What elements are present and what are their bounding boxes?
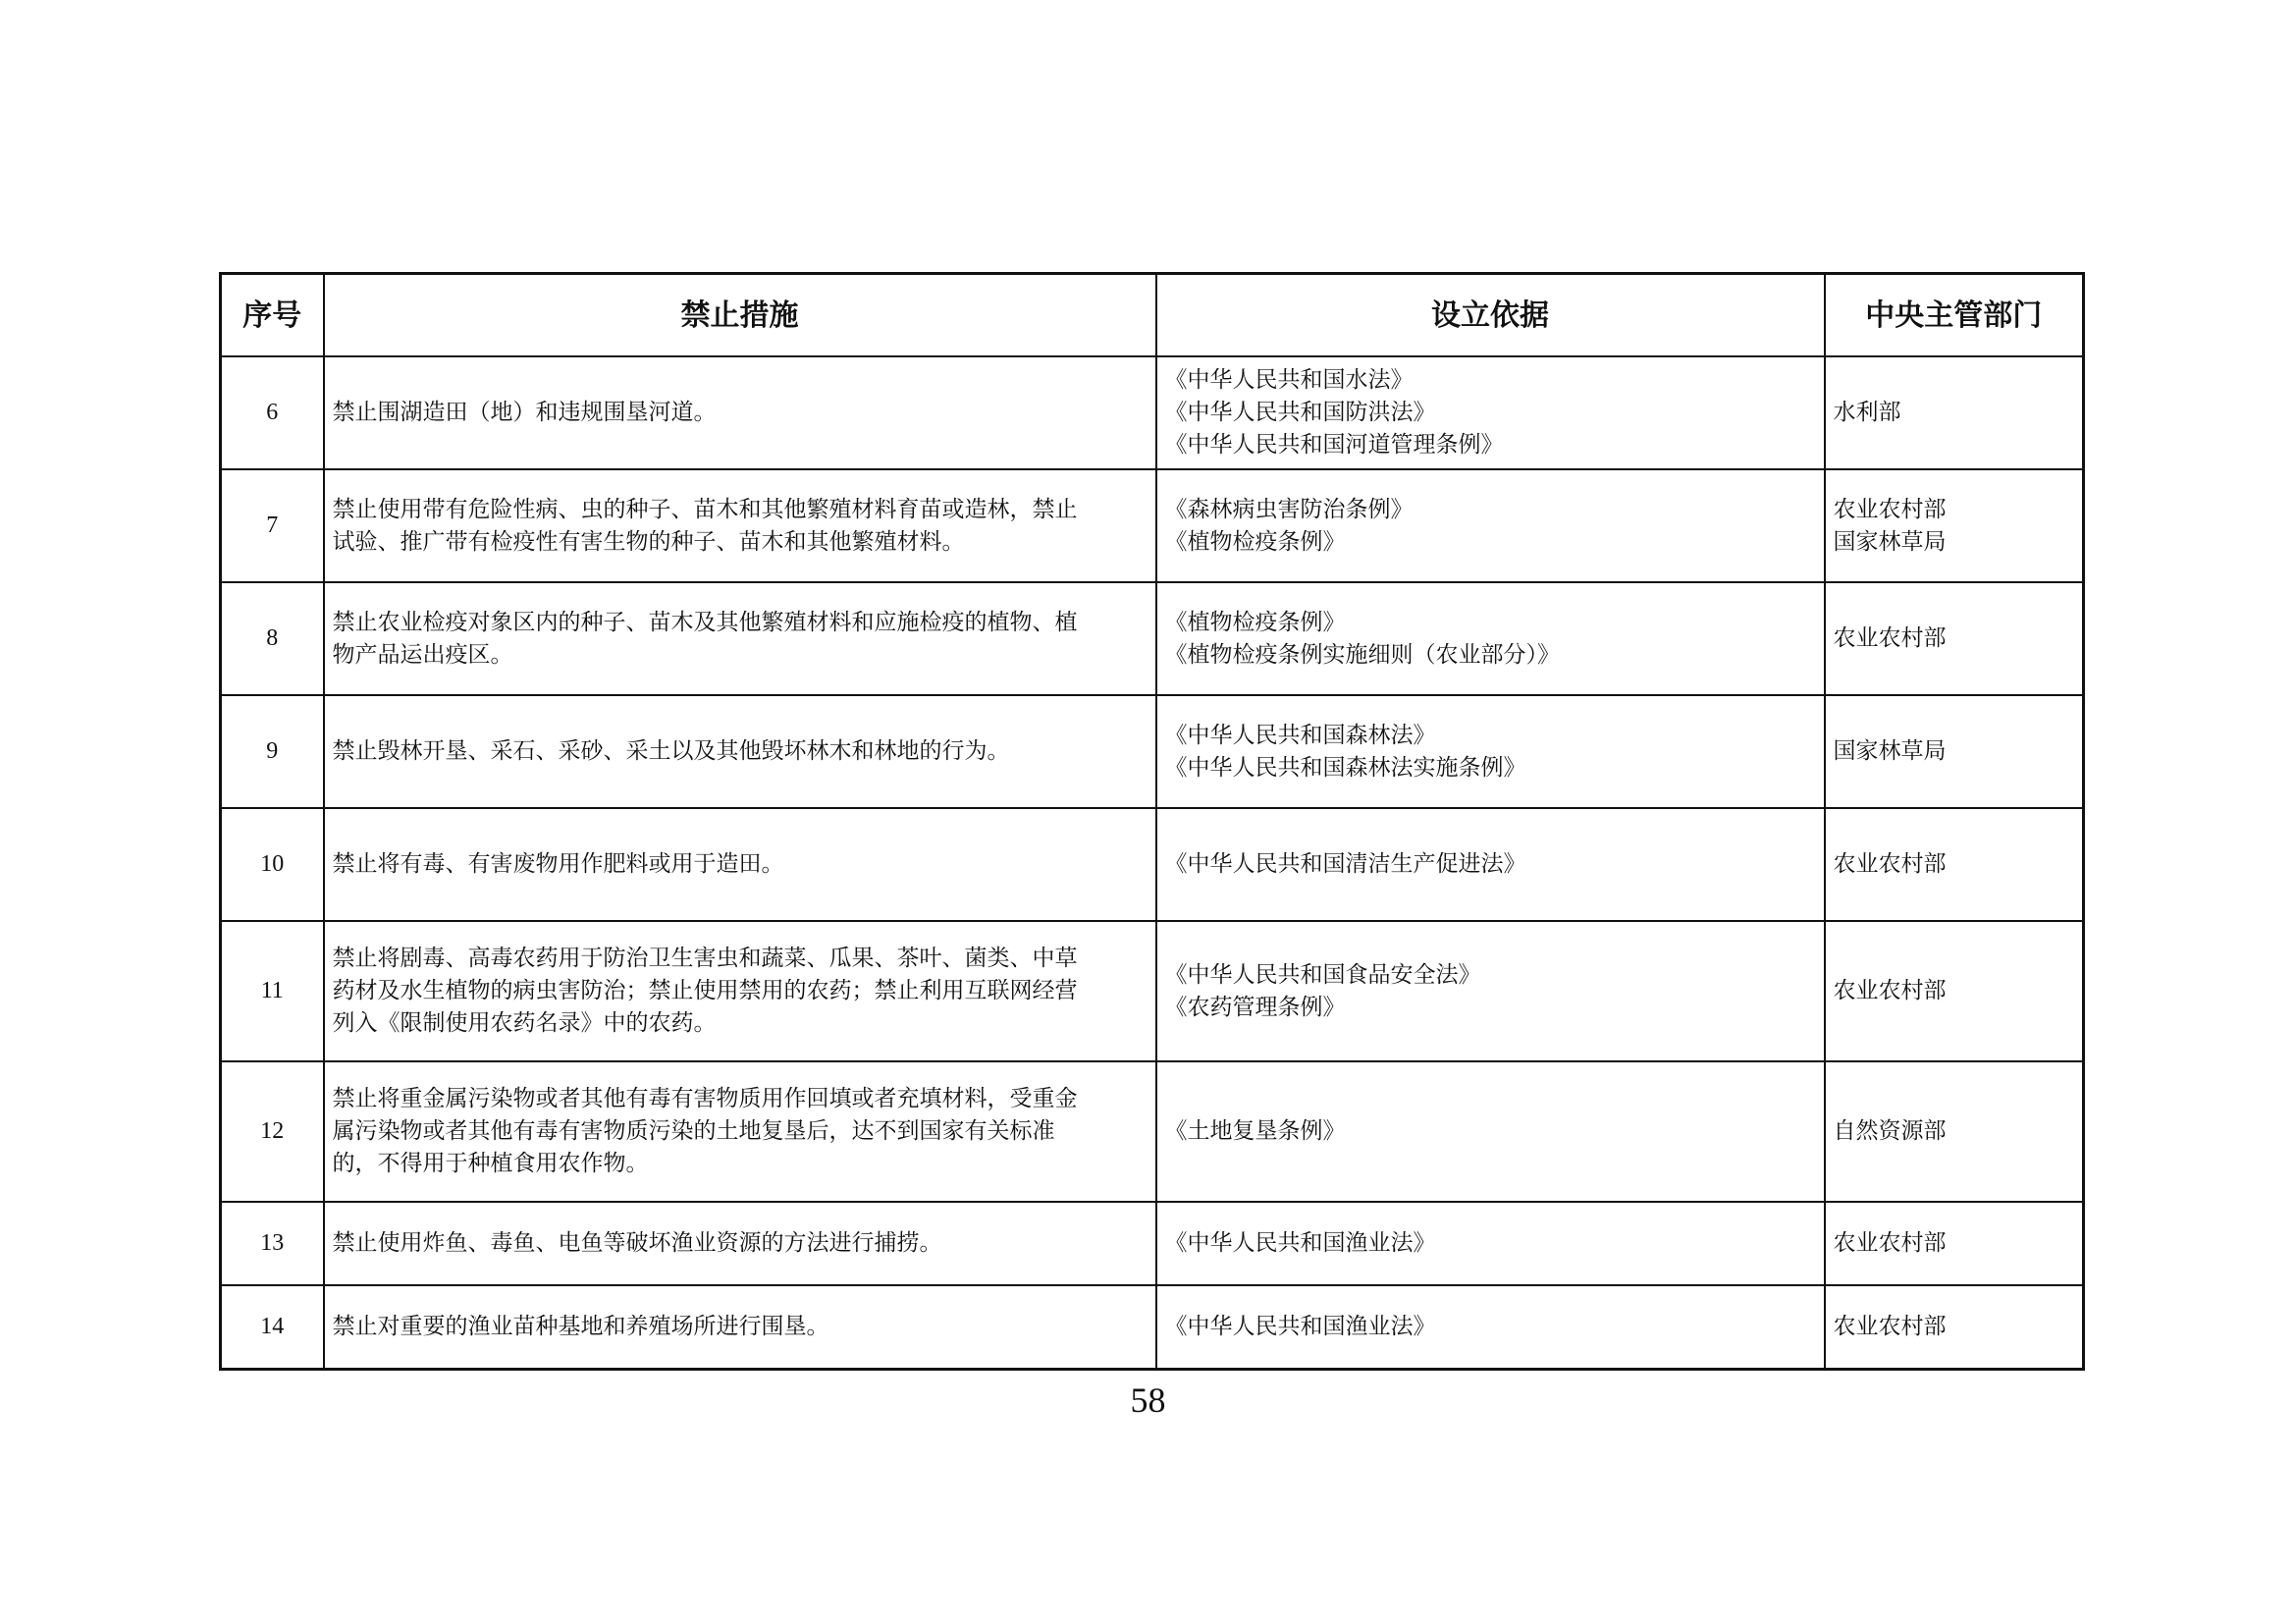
row-serial-number: 13 [221,1202,324,1285]
department-line: 农业农村部 [1833,625,1947,651]
header-prohibition-measure: 禁止措施 [324,274,1156,357]
basis-line: 《森林病虫害防治条例》 [1164,496,1414,522]
row-measure [324,808,1156,921]
department-line: 农业农村部 [1833,978,1947,1003]
measure-line: 禁止使用炸鱼、毒鱼、电鱼等破坏渔业资源的方法进行捕捞。 [332,1230,942,1256]
row-measure [324,469,1156,582]
row-basis [1156,1285,1825,1369]
measure-line: 禁止将重金属污染物或者其他有毒有害物质用作回填或者充填材料，受重金 [332,1086,1078,1111]
department-line: 农业农村部 [1833,1313,1947,1339]
measure-line: 禁止使用带有危险性病、虫的种子、苗木和其他繁殖材料育苗或造林，禁止 [332,496,1078,522]
row-department [1825,695,2084,808]
row-serial-number: 8 [221,582,324,695]
basis-line: 《农药管理条例》 [1164,994,1346,1020]
basis-line: 《中华人民共和国河道管理条例》 [1164,432,1504,458]
row-serial-number: 9 [221,695,324,808]
row-department [1825,1285,2084,1369]
row-serial-number: 7 [221,469,324,582]
row-department [1825,808,2084,921]
page-number: 58 [1130,1380,1166,1420]
row-basis [1156,469,1825,582]
table-row [221,582,2084,695]
basis-line: 《中华人民共和国渔业法》 [1164,1313,1436,1339]
row-basis [1156,808,1825,921]
row-basis [1156,1202,1825,1285]
table-header-row [221,274,2084,357]
table-row [221,921,2084,1061]
header-central-department: 中央主管部门 [1825,274,2084,357]
row-serial-number: 10 [221,808,324,921]
measure-line: 禁止对重要的渔业苗种基地和养殖场所进行围垦。 [332,1313,829,1339]
row-measure [324,695,1156,808]
row-measure [324,1285,1156,1369]
row-measure [324,582,1156,695]
measure-line: 禁止将剧毒、高毒农药用于防治卫生害虫和蔬菜、瓜果、茶叶、菌类、中草 [332,946,1078,971]
basis-line: 《植物检疫条例实施细则（农业部分）》 [1164,641,1560,668]
basis-line: 《中华人民共和国清洁生产促进法》 [1164,851,1526,877]
row-basis [1156,582,1825,695]
row-serial-number: 14 [221,1285,324,1369]
department-line: 国家林草局 [1833,738,1947,764]
header-serial-number: 序号 [221,274,324,357]
row-basis [1156,695,1825,808]
table-row [221,356,2084,469]
department-line: 自然资源部 [1833,1118,1947,1144]
basis-line: 《土地复垦条例》 [1164,1118,1346,1144]
row-measure [324,921,1156,1061]
row-serial-number: 12 [221,1061,324,1202]
measure-line: 禁止农业检疫对象区内的种子、苗木及其他繁殖材料和应施检疫的植物、植 [332,609,1078,635]
row-serial-number: 11 [221,921,324,1061]
table-row [221,695,2084,808]
measure-line: 禁止毁林开垦、采石、采砂、采土以及其他毁坏林木和林地的行为。 [332,738,1010,764]
row-measure [324,356,1156,469]
header-legal-basis: 设立依据 [1156,274,1825,357]
table-row [221,1285,2084,1369]
table-row [221,1061,2084,1202]
row-measure [324,1061,1156,1202]
row-measure [324,1202,1156,1285]
row-department [1825,356,2084,469]
department-line: 水利部 [1833,400,1901,425]
basis-line: 《植物检疫条例》 [1164,528,1346,555]
basis-line: 《中华人民共和国森林法实施条例》 [1164,754,1526,781]
row-serial-number: 6 [221,356,324,469]
measure-line: 属污染物或者其他有毒有害物质污染的土地复垦后，达不到国家有关标准 [332,1118,1055,1144]
row-basis [1156,1061,1825,1202]
measure-line: 禁止将有毒、有害废物用作肥料或用于造田。 [332,851,784,877]
measure-line: 列入《限制使用农药名录》中的农药。 [332,1010,717,1036]
measure-line: 禁止围湖造田（地）和违规围垦河道。 [332,400,717,425]
row-department [1825,921,2084,1061]
measure-line: 药材及水生植物的病虫害防治；禁止使用禁用的农药；禁止利用互联网经营 [332,978,1078,1003]
measure-line: 物产品运出疫区。 [332,641,513,668]
basis-line: 《中华人民共和国食品安全法》 [1164,961,1481,988]
basis-line: 《中华人民共和国水法》 [1164,367,1414,393]
row-department [1825,469,2084,582]
table-row [221,1202,2084,1285]
row-department [1825,582,2084,695]
table-row [221,808,2084,921]
basis-line: 《中华人民共和国防洪法》 [1164,400,1436,425]
prohibition-measures-table [219,272,2085,1371]
table-row [221,469,2084,582]
row-basis [1156,921,1825,1061]
department-line: 国家林草局 [1833,528,1947,555]
row-basis [1156,356,1825,469]
department-line: 农业农村部 [1833,496,1947,522]
basis-line: 《中华人民共和国渔业法》 [1164,1230,1436,1256]
basis-line: 《中华人民共和国森林法》 [1164,722,1436,748]
row-department [1825,1202,2084,1285]
department-line: 农业农村部 [1833,1230,1947,1256]
measure-line: 的，不得用于种植食用农作物。 [332,1151,649,1176]
row-department [1825,1061,2084,1202]
department-line: 农业农村部 [1833,851,1947,877]
basis-line: 《植物检疫条例》 [1164,609,1346,635]
measure-line: 试验、推广带有检疫性有害生物的种子、苗木和其他繁殖材料。 [332,528,965,555]
